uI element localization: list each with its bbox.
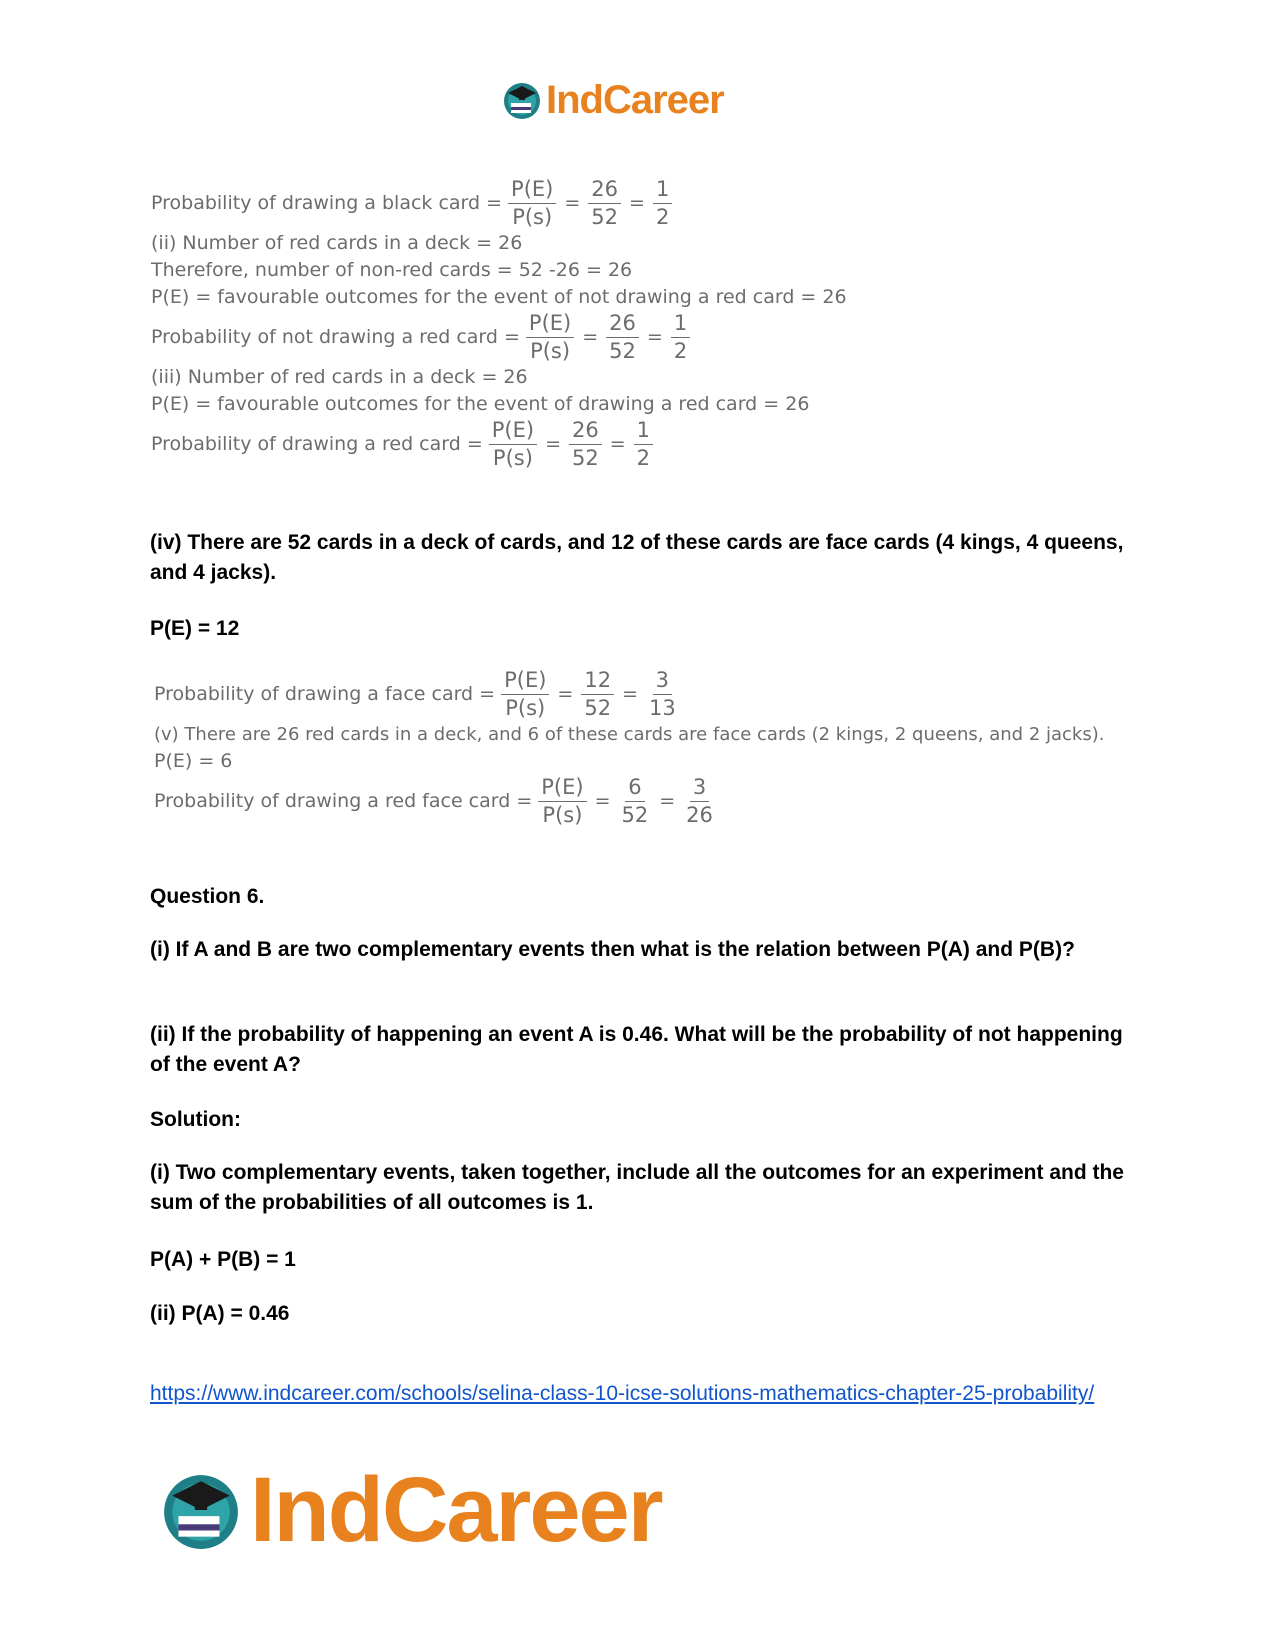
logo-text: IndCareer	[546, 78, 724, 122]
pe-12: P(E) = 12	[150, 617, 240, 640]
equation-label: Probability of drawing a face card =	[154, 683, 496, 705]
text-line: (ii) Number of red cards in a deck = 26	[151, 232, 523, 254]
text-line: P(E) = favourable outcomes for the event of drawing a red card = 26	[151, 393, 810, 415]
solution-equation: P(A) + P(B) = 1	[150, 1248, 296, 1271]
fraction: $\frac{P(E)}{P(s)}$	[508, 177, 556, 230]
fraction: $\frac{26}{52}$	[569, 418, 602, 471]
source-link[interactable]: https://www.indcareer.com/schools/selina-class-10-icse-solutions-mathematics-chapter-25-probability/	[150, 1382, 1095, 1405]
fraction: $\frac{1}{2}$	[653, 177, 672, 230]
fraction: $\frac{26}{52}$	[606, 311, 639, 364]
question-part-ii: (ii) If the probability of happening an event A is 0.46. What will be the probability of not happening of the event A?	[150, 1023, 1123, 1076]
fraction: $\frac{3}{13}$	[649, 668, 676, 720]
red-face-card-equation: Probability of drawing a red face card = $\frac{P(E)}{P(s)}$ = $\frac{6}{52}$ = $\frac{3}{26}$	[154, 775, 1104, 828]
fraction: $\frac{P(E)}{P(s)}$	[526, 311, 574, 364]
fraction: $\frac{6}{52}$	[621, 775, 649, 827]
solution-heading: Solution:	[150, 1108, 241, 1131]
solution-part-ii: (ii) P(A) = 0.46	[150, 1302, 290, 1325]
graduation-cap-icon	[502, 80, 542, 120]
solution-part-i: (i) Two complementary events, taken together, include all the outcomes for an experiment and the sum of the probabilities of all outcomes is 1.	[150, 1161, 1124, 1214]
math-block-2	[154, 668, 1104, 828]
fraction: $\frac{3}{26}$	[686, 775, 713, 827]
equation-label: Probability of drawing a red card =	[151, 433, 483, 455]
black-card-equation: Probability of drawing a black card = $\frac{P(E)}{P(s)}$ = $\frac{26}{52}$ = $\frac{1}{2}$	[151, 177, 847, 230]
text-line: P(E) = favourable outcomes for the event of not drawing a red card = 26	[151, 286, 847, 308]
fraction: $\frac{P(E)}{P(s)}$	[501, 668, 549, 721]
fraction: $\frac{26}{52}$	[588, 177, 621, 230]
text-line: (v) There are 26 red cards in a deck, and 6 of these cards are face cards (2 kings, 2 queens, and 2 jacks).	[154, 724, 1105, 745]
graduation-cap-icon	[160, 1469, 242, 1551]
equation-label: Probability of drawing a black card =	[151, 192, 503, 214]
question-part-i: (i) If A and B are two complementary events then what is the relation between P(A) and P(B)?	[150, 938, 1075, 961]
logo-text: IndCareer	[250, 1459, 662, 1561]
fraction: $\frac{1}{2}$	[634, 418, 653, 471]
fraction: $\frac{P(E)}{P(s)}$	[538, 775, 586, 828]
text-line: P(E) = 6	[154, 750, 233, 772]
question-heading: Question 6.	[150, 885, 265, 908]
fraction: $\frac{1}{2}$	[671, 311, 690, 364]
not-red-card-equation: Probability of not drawing a red card = $\frac{P(E)}{P(s)}$ = $\frac{26}{52}$ = $\frac{1}{2}$	[151, 311, 847, 364]
equation-label: Probability of drawing a red face card =	[154, 790, 533, 812]
text-line: (iii) Number of red cards in a deck = 26	[151, 366, 528, 388]
text-line: Therefore, number of non-red cards = 52 -26 = 26	[151, 259, 633, 281]
fraction: $\frac{P(E)}{P(s)}$	[489, 418, 537, 471]
fraction: $\frac{12}{52}$	[581, 668, 614, 721]
paragraph-iv: (iv) There are 52 cards in a deck of cards, and 12 of these cards are face cards (4 kings, 4 queens, and 4 jacks).	[150, 531, 1124, 584]
face-card-equation: Probability of drawing a face card = $\frac{P(E)}{P(s)}$ = $\frac{12}{52}$ = $\frac{3}{13}$	[154, 668, 1104, 721]
equation-label: Probability of not drawing a red card =	[151, 326, 520, 348]
math-block-1	[151, 177, 847, 471]
header-logo	[502, 78, 724, 122]
red-card-equation: Probability of drawing a red card = $\frac{P(E)}{P(s)}$ = $\frac{26}{52}$ = $\frac{1}{2}$	[151, 418, 847, 471]
footer-logo	[160, 1459, 662, 1561]
